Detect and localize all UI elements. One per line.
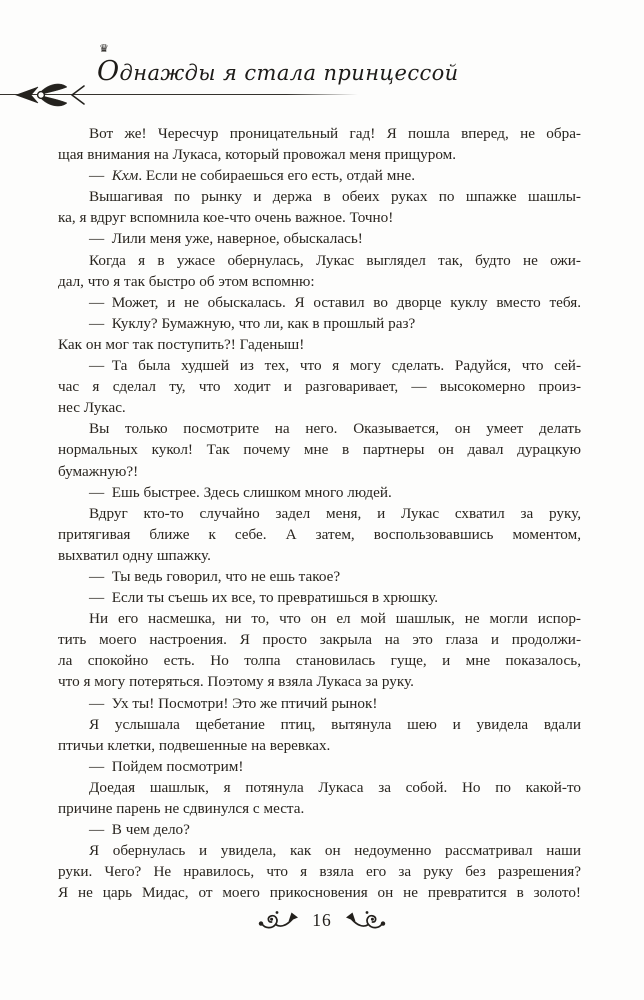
page-number: 16 <box>312 909 332 930</box>
text-line: — В чем дело? <box>89 821 190 839</box>
text-line: ка, я вдруг вспомнила кое-что очень важное. Точно! <box>58 209 394 227</box>
text-line: тить моего настроения. Я просто закрыла на это глаза и продолжи- <box>58 631 581 649</box>
text-line: ла спокойно есть. Но толпа становилась гуще, и мне показалось, <box>58 652 581 670</box>
text-line: щая внимания на Лукаса, который провожал меня прищуром. <box>58 146 457 164</box>
text-line: Вышагивая по рынку и держа в обеих руках по шпажке шашлы- <box>89 188 581 206</box>
text-line: — Та была худшей из тех, что я могу сделать. Радуйся, что сей- <box>89 357 581 375</box>
text-line: час я сделал ту, что ходит и разговаривает, — высокомерно произ- <box>58 378 581 396</box>
text-line: — Может, и не обыскалась. Я оставил во дворце куклу вместо тебя. <box>89 293 581 311</box>
text-line: нормальных кукол! Так почему мне в партнеры он давал дурацкую <box>58 441 581 459</box>
text-line: — Лили меня уже, наверное, обыскалась! <box>89 230 363 248</box>
text-line: Вы только посмотрите на него. Оказывается, он умеет делать <box>89 420 581 438</box>
text-line: Я услышала щебетание птиц, вытянула шею и увидела вдали <box>89 715 581 733</box>
text-line: бумажную?! <box>58 462 139 480</box>
text-line: причине парень не сдвинулся с места. <box>58 800 305 817</box>
text-line: птичьи клетки, подвешенные на веревках. <box>58 736 331 754</box>
text-line: что я могу потеряться. Поэтому я взяла Лукаса за руку. <box>58 673 414 691</box>
text-line: — Если ты съешь их все, то превратишься в хрюшку. <box>89 589 439 607</box>
text-line: Я обернулась и увидела, как он недоуменно рассматривал наши <box>89 842 581 860</box>
text-line: — Ешь быстрее. Здесь слишком много людей. <box>89 483 392 501</box>
text-line: — Кхм. Если не собираешься его есть, отдай мне. <box>89 167 416 185</box>
text-line: притягивая ближе к себе. А затем, воспользовавшись моментом, <box>58 525 581 543</box>
text-line: Я не царь Мидас, от моего прикосновения он не превратится в золото! <box>58 884 581 902</box>
text-line: Вдруг кто-то случайно задел меня, и Лукас схватил за руку, <box>89 504 581 522</box>
book-title: Однажды я стала принцессой <box>97 56 459 87</box>
text-line: руки. Чего? Не нравилось, что я взяла его за руку без разрешения? <box>58 863 581 881</box>
text-line: Вот же! Чересчур проницательный гад! Я пошла вперед, не обра- <box>89 125 581 142</box>
page-body <box>58 123 581 903</box>
text-line: Как он мог так поступить?! Гаденыш! <box>58 335 305 353</box>
text-line: — Ты ведь говорил, что не ешь такое? <box>89 567 341 585</box>
text-line: нес Лукас. <box>58 399 126 417</box>
footer-flourish-left-icon <box>257 908 299 932</box>
text-line: выхватил одну шпажку. <box>58 546 211 564</box>
text-line: Ни его насмешка, ни то, что он ел мой шашлык, не могли испор- <box>89 610 581 628</box>
text-line: Когда я в ужасе обернулась, Лукас выглядел так, будто не ожи- <box>89 251 581 269</box>
text-line: — Ух ты! Посмотри! Это же птичий рынок! <box>89 694 378 712</box>
footer-flourish-right-icon <box>345 908 387 932</box>
header-flourish-icon <box>14 78 104 112</box>
text-line: дал, что я так быстро об этом вспомню: <box>58 272 315 290</box>
crown-icon: ♛ <box>99 43 109 55</box>
text-line: — Куклу? Бумажную, что ли, как в прошлый раз? <box>89 314 416 332</box>
text-line: — Пойдем посмотрим! <box>89 757 244 775</box>
page-footer <box>0 908 644 932</box>
text-line: Доедая шашлык, я потянула Лукаса за собой. Но по какой-то <box>89 778 581 796</box>
